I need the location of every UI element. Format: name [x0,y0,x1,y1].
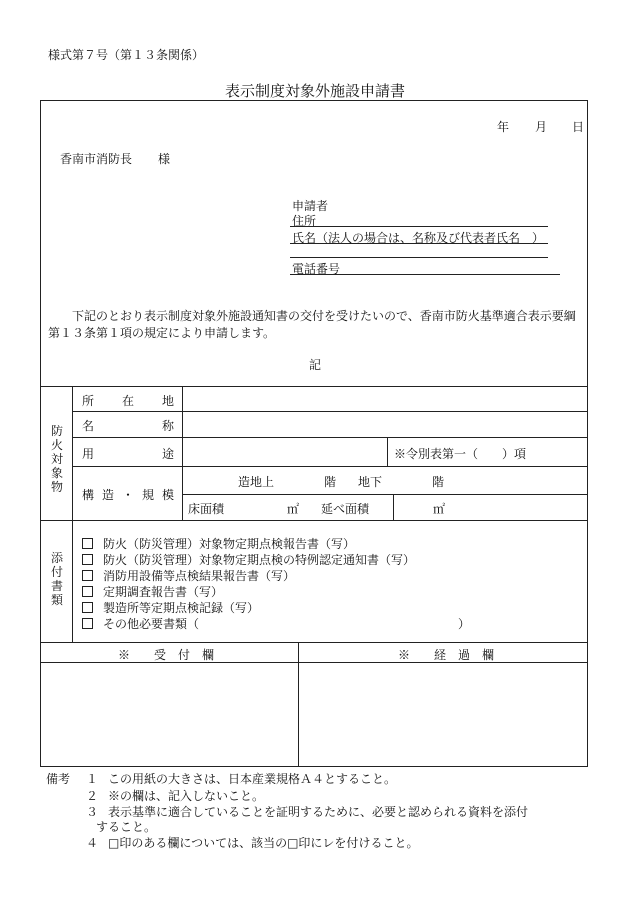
other-docs-close-paren: ） [458,617,471,631]
phone-underline[interactable] [290,274,560,275]
rule-reception-split [298,642,299,767]
use-label: 用 途 [82,447,174,461]
attachment-item[interactable]: 防火（防災管理）対象物定期点検の特例認定通知書（写） [82,551,415,568]
date-day[interactable]: 日 [572,120,585,134]
structure-floor-unit: 階 [324,475,337,489]
reception-header: ※ 受 付 欄 [118,648,215,662]
note-text: □印のある欄については、該当の□印にレを付けること。 [108,836,419,850]
rule-top-attachments [40,520,588,521]
attachment-item[interactable]: 消防用設備等点検結果報告書（写） [82,567,295,584]
note-number: ２ [86,789,99,803]
rule-row3 [72,466,588,467]
form-title: 表示制度対象外施設申請書 [224,82,405,100]
structure-label: 構 造 ・ 規 模 [82,488,174,502]
rule-target-labels [182,386,183,520]
structure-above[interactable]: 造地上 [238,475,275,489]
notes-label: 備考 [46,772,71,786]
structure-basement[interactable]: 地下 [358,475,383,489]
addressee-honorific: 様 [158,152,171,166]
total-area-label[interactable]: 延べ面積 [321,502,370,516]
rule-row2 [72,437,588,438]
ordinance-note[interactable]: ※令別表第一（ ）項 [394,447,527,461]
name-underline[interactable] [290,243,548,244]
date-month[interactable]: 月 [535,120,548,134]
body-text-line1: 下記のとおり表示制度対象外施設通知書の交付を受けたいので、香南市防火基準適合表示要綱 [72,309,576,323]
name-underline-2[interactable] [290,257,548,258]
rule-top-target [40,386,588,387]
reception-box [42,664,296,765]
progress-header: ※ 経 過 欄 [398,648,495,662]
target-section-label: 防火対象物 [50,424,63,494]
note-text: 表示基準に適合していることを証明するために、必要と認められる資料を添付 [108,805,529,819]
note-text-continued: すること。 [96,820,157,834]
rule-attachments-left [72,520,73,642]
location-field[interactable] [186,388,584,409]
rule-row1 [72,411,588,412]
ki-label: 記 [309,358,322,372]
note-number: １ [86,772,99,786]
note-text: ※の欄は、記入しないこと。 [108,789,265,803]
address-underline[interactable] [290,226,548,227]
checkbox-icon[interactable] [82,538,93,549]
rule-top-reception [40,642,588,643]
note-number: ３ [86,805,99,819]
attachment-item[interactable]: 製造所等定期点検記録（写） [82,599,259,616]
progress-box [300,664,586,765]
checkbox-icon[interactable] [82,602,93,613]
rule-target-left [72,386,73,520]
checkbox-icon[interactable] [82,554,93,565]
location-label: 所 在 地 [82,394,174,408]
rule-area-split [393,494,394,520]
applicant-address-label: 住所 [292,214,317,228]
applicant-name-label: 氏名（法人の場合は、名称及び代表者氏名 ） [292,231,545,245]
floor-area-unit: ㎡ [287,502,300,516]
checkbox-icon[interactable] [82,618,93,629]
name-field[interactable] [186,413,584,435]
note-text: この用紙の大きさは、日本産業規格Ａ４とすること。 [108,772,397,786]
use-field[interactable] [186,439,384,464]
rule-row4 [182,494,588,495]
checkbox-icon[interactable] [82,586,93,597]
attachment-item[interactable]: 定期調査報告書（写） [82,583,223,600]
floor-area-label[interactable]: 床面積 [188,502,225,516]
date-year[interactable]: 年 [497,120,510,134]
applicant-phone-label: 電話番号 [292,262,341,276]
note-number: ４ [86,836,99,850]
name-label: 名 称 [82,419,174,433]
attachment-item[interactable]: その他必要書類（ [82,615,199,632]
addressee-name: 香南市消防長 [60,152,133,166]
total-area-unit: ㎡ [433,502,446,516]
rule-use-split [387,437,388,466]
structure-basement-unit: 階 [432,475,445,489]
attachment-item[interactable]: 防火（防災管理）対象物定期点検報告書（写） [82,535,355,552]
form-number: 様式第７号（第１３条関係） [48,48,205,62]
checkbox-icon[interactable] [82,570,93,581]
applicant-heading: 申請者 [292,199,329,213]
body-text-line2: 第１３条第１項の規定により申請します。 [48,326,276,340]
attachments-section-label: 添付書類 [50,551,63,607]
